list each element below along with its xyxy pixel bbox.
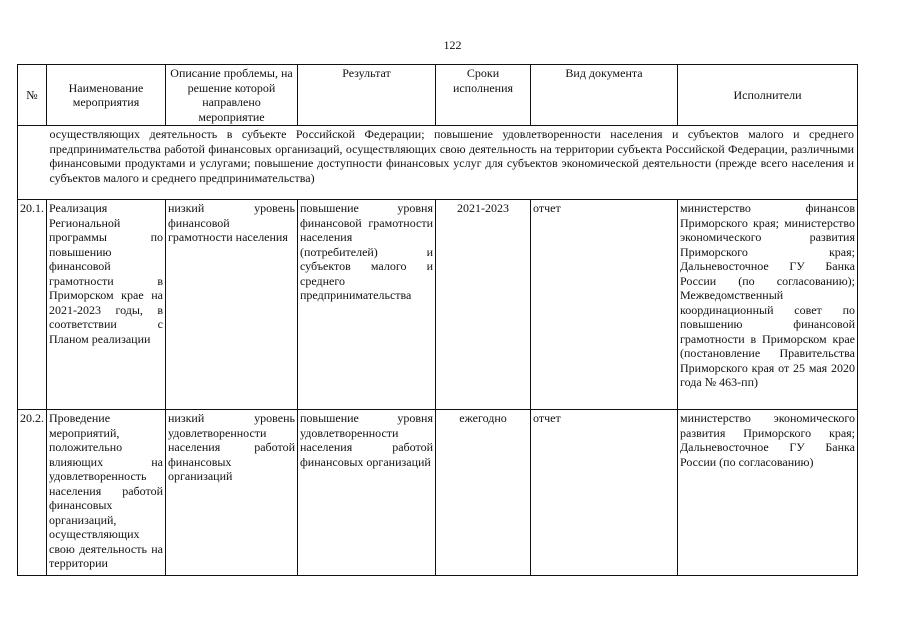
table-row — [18, 410, 858, 576]
header-problem: Описание проблемы, на решение которой направлено мероприятие — [166, 65, 298, 126]
result-text: повышение уровня удовлетворенности населения работой финансовых организаций — [298, 410, 436, 576]
header-name: Наименование мероприятия — [47, 65, 166, 126]
result-text: повышение уровня финансовой грамотности населения (потребителей) и субъектов малого и среднего предпринимательства — [298, 200, 436, 410]
row-number: 20.2. — [18, 410, 47, 576]
problem-description: низкий уровень удовлетворенности населения работой финансовых организаций — [166, 410, 298, 576]
row-number: 20.1. — [18, 200, 47, 410]
executors-text: министерство финансов Приморского края; министерство экономического развития Приморского края; Дальневосточное ГУ Банка России (по согласованию); Межведомственный координационный совет по повышению финансовой грамотности в Приморском крае (постановление Правительства Приморского края от 25 мая 2020 года № 463-пп) — [678, 200, 858, 410]
intro-text: осуществляющих деятельность в субъекте Российской Федерации; повышение удовлетворенности населения и субъектов малого и среднего предпринимательства работой финансовых организаций, осуществляющих свою деятельность на территории субъекта Российской Федерации, различными финансовыми продуктами и услугами; повышение доступности финансовых услуг для субъектов экономической деятельности (прежде всего населения и субъектов малого и среднего предпринимательства) — [47, 126, 858, 200]
table-header-row — [18, 65, 858, 126]
header-exec: Исполнители — [678, 65, 858, 126]
header-doc: Вид документа — [531, 65, 678, 126]
measure-name: Реализация Региональной программы по повышению финансовой грамотности в Приморском крае на 2021-2023 годы, в соответствии с Планом реализации — [47, 200, 166, 410]
problem-description: низкий уровень финансовой грамотности населения — [166, 200, 298, 410]
header-no: № — [18, 65, 47, 126]
deadline-text: ежегодно — [436, 410, 531, 576]
table-row — [18, 200, 858, 410]
intro-row — [18, 126, 858, 200]
deadline-text: 2021-2023 — [436, 200, 531, 410]
executors-text: министерство экономического развития Приморского края; Дальневосточное ГУ Банка России (по согласованию) — [678, 410, 858, 576]
header-deadline: Сроки исполнения — [436, 65, 531, 126]
header-result: Результат — [298, 65, 436, 126]
measures-table — [17, 64, 858, 576]
document-type: отчет — [531, 410, 678, 576]
document-type: отчет — [531, 200, 678, 410]
measure-name: Проведение мероприятий, положительно влияющих на удовлетворенность населения работой финансовых организаций, осуществляющих свою деятельность на территории — [47, 410, 166, 576]
page-number: 122 — [443, 38, 462, 52]
